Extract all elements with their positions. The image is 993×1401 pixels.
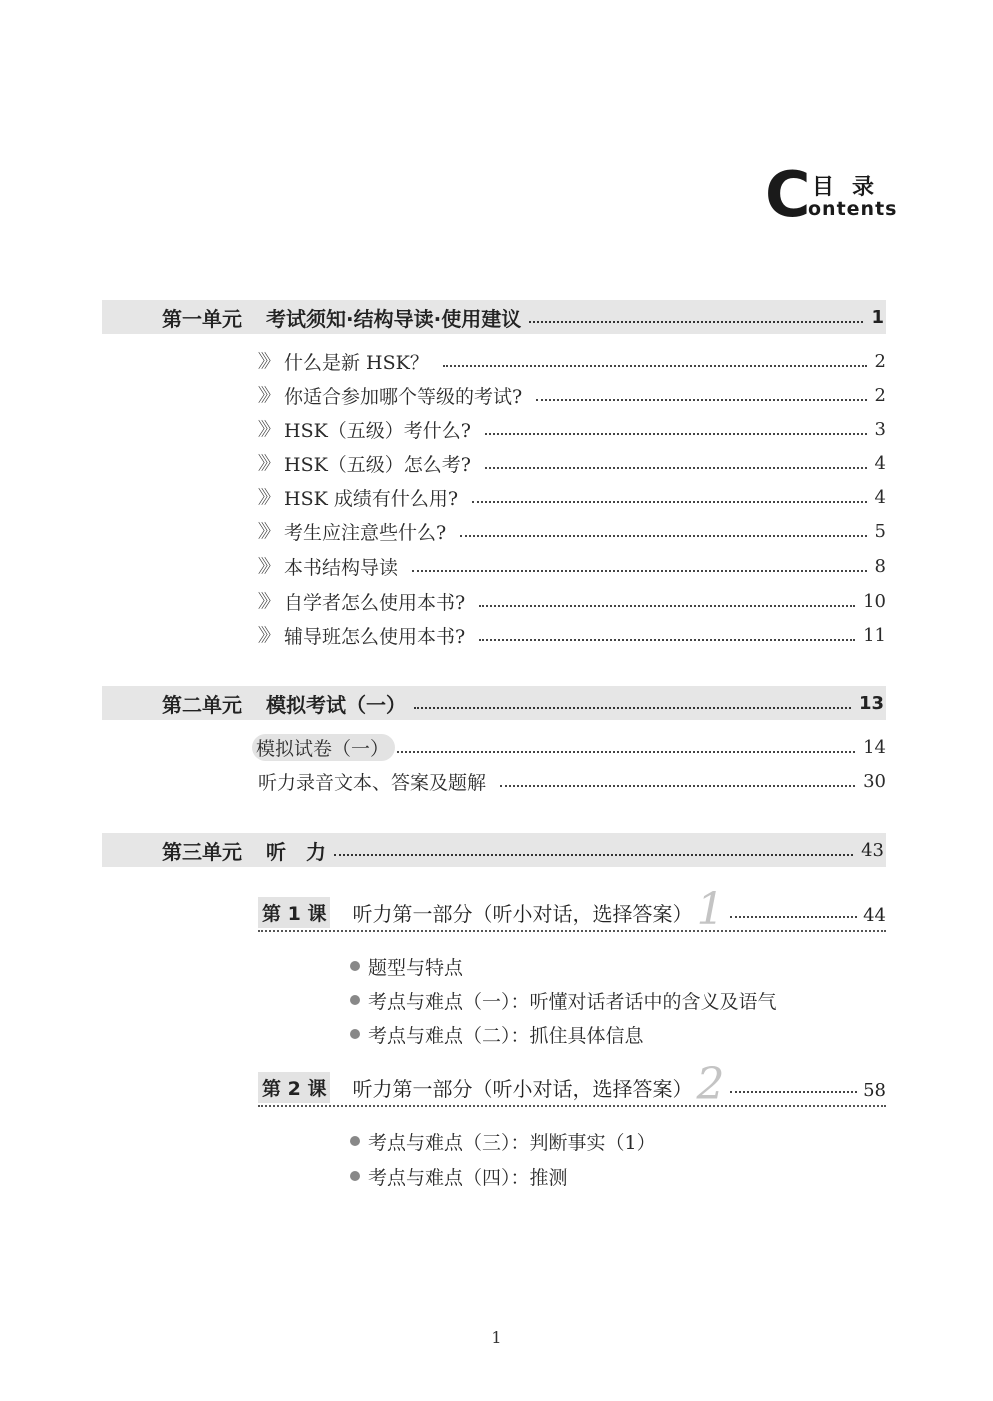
entry-text: HSK（五级）考什么? [284, 419, 471, 442]
topic-text: 考点与难点（二）：抓住具体信息 [368, 1024, 644, 1047]
entry-text: 考生应注意些什么? [284, 521, 447, 544]
dot-leader [460, 535, 866, 537]
lesson-topic[interactable] [350, 1161, 568, 1191]
entry-text: 什么是新 HSK？ [284, 351, 429, 374]
dot-leader [443, 365, 867, 367]
entry-page: 4 [874, 452, 886, 474]
entry-page: 2 [874, 350, 886, 372]
entry-text: 模拟试卷（一） [252, 734, 395, 761]
triple-chevron-icon: 〉〉〉 [258, 453, 274, 475]
toc-entry[interactable] [258, 346, 886, 376]
triple-chevron-icon: 〉〉〉 [258, 521, 274, 543]
unit-page: 43 [861, 839, 884, 861]
dot-leader [730, 916, 857, 918]
dot-leader [412, 570, 867, 572]
triple-chevron-icon: 〉〉〉 [258, 625, 274, 647]
unit-page: 13 [858, 692, 884, 714]
dot-leader [485, 467, 867, 469]
bullet-icon [350, 995, 360, 1005]
entry-page: 30 [863, 770, 886, 792]
toc-entry[interactable] [258, 516, 886, 546]
toc-entry[interactable] [258, 766, 886, 796]
toc-entry[interactable] [258, 620, 886, 650]
lesson-big-numeral: 1 [696, 884, 725, 935]
dot-leader [536, 399, 866, 401]
entry-page: 3 [874, 418, 886, 440]
dot-leader [472, 501, 867, 503]
lesson-page: 44 [863, 905, 886, 926]
lesson-topic[interactable] [350, 1126, 656, 1156]
dot-leader [500, 785, 855, 787]
entry-page: 14 [863, 736, 886, 758]
toc-entry[interactable] [258, 732, 886, 762]
entry-text: HSK（五级）怎么考? [284, 453, 471, 476]
entry-page: 10 [863, 590, 886, 612]
topic-text: 考点与难点（一）：听懂对话者话中的含义及语气 [368, 990, 777, 1013]
lesson-number: 第 1 课 [258, 897, 330, 928]
bullet-icon [350, 961, 360, 971]
triple-chevron-icon: 〉〉〉 [258, 591, 274, 613]
dot-leader [730, 1091, 857, 1093]
unit-3-heading[interactable] [102, 833, 886, 867]
triple-chevron-icon: 〉〉〉 [258, 351, 274, 373]
dot-leader [529, 321, 863, 323]
topic-text: 考点与难点（三）：判断事实（1） [368, 1131, 656, 1154]
dot-leader [485, 433, 867, 435]
entry-page: 2 [874, 384, 886, 406]
lesson-topic[interactable] [350, 985, 777, 1015]
contents-c-letter: C [765, 158, 811, 231]
unit-page: 1 [871, 306, 884, 328]
toc-entry[interactable] [258, 551, 886, 581]
dot-leader [397, 751, 855, 753]
dot-leader [414, 707, 851, 709]
lesson-topic[interactable] [350, 1019, 644, 1049]
entry-text: 听力录音文本、答案及题解 [258, 771, 487, 794]
lesson-number: 第 2 课 [258, 1072, 330, 1103]
unit-2-heading[interactable] [102, 686, 886, 720]
page-number: 1 [491, 1328, 502, 1347]
unit-1-heading[interactable] [102, 300, 886, 334]
entry-text: 自学者怎么使用本书? [284, 591, 466, 614]
topic-text: 题型与特点 [368, 956, 464, 979]
toc-entry[interactable] [258, 380, 886, 410]
triple-chevron-icon: 〉〉〉 [258, 385, 274, 407]
entry-text: 辅导班怎么使用本书? [284, 625, 466, 648]
lesson-topic[interactable] [350, 951, 463, 981]
entry-page: 11 [863, 624, 886, 646]
unit-title: 模拟考试（一） [266, 692, 406, 717]
lesson-title: 听力第一部分（听小对话，选择答案） [352, 902, 693, 926]
unit-label: 第三单元 [162, 839, 242, 864]
entry-page: 5 [874, 520, 886, 542]
entry-text: 你适合参加哪个等级的考试? [284, 385, 523, 408]
triple-chevron-icon: 〉〉〉 [258, 419, 274, 441]
unit-title: 考试须知·结构导读·使用建议 [266, 306, 522, 331]
entry-page: 8 [874, 555, 886, 577]
topic-text: 考点与难点（四）：推测 [368, 1166, 568, 1189]
entry-text: 本书结构导读 [284, 556, 399, 579]
bullet-icon [350, 1136, 360, 1146]
bullet-icon [350, 1029, 360, 1039]
entry-text: HSK 成绩有什么用? [284, 487, 459, 510]
lesson-title: 听力第一部分（听小对话，选择答案） [352, 1077, 693, 1101]
toc-entry[interactable] [258, 482, 886, 512]
lesson-big-numeral: 2 [696, 1059, 725, 1110]
dot-leader [479, 605, 855, 607]
contents-heading-en: ontents [808, 198, 898, 220]
dot-leader [479, 639, 855, 641]
bullet-icon [350, 1171, 360, 1181]
dot-leader [334, 854, 853, 856]
unit-title: 听 力 [266, 839, 326, 864]
unit-label: 第一单元 [162, 306, 242, 331]
entry-page: 4 [874, 486, 886, 508]
unit-label: 第二单元 [162, 692, 242, 717]
lesson-1[interactable] [258, 884, 886, 935]
lesson-page: 58 [863, 1080, 886, 1101]
triple-chevron-icon: 〉〉〉 [258, 556, 274, 578]
lesson-2[interactable] [258, 1059, 886, 1110]
toc-entry[interactable] [258, 448, 886, 478]
toc-entry[interactable] [258, 586, 886, 616]
triple-chevron-icon: 〉〉〉 [258, 487, 274, 509]
toc-entry[interactable] [258, 414, 886, 444]
contents-heading-cn: 目录 [812, 175, 893, 200]
